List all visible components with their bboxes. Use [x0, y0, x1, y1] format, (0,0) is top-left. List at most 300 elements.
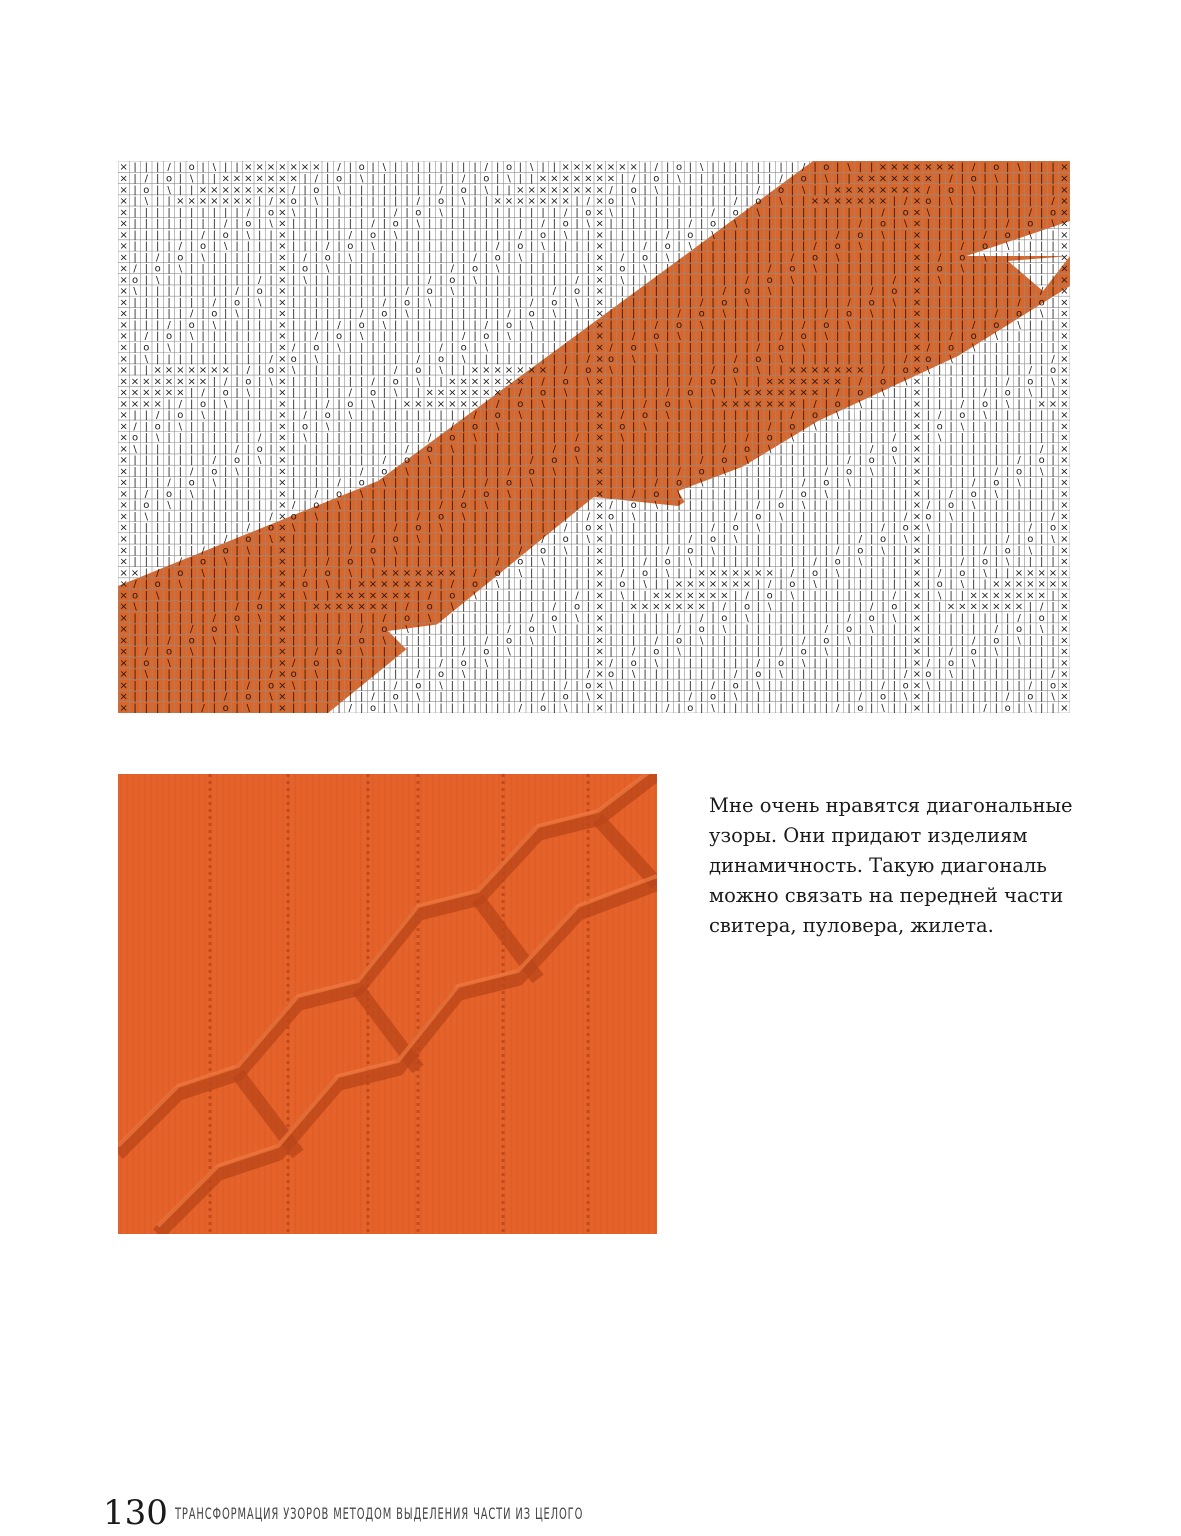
- svg-text:×: ×: [595, 388, 603, 399]
- svg-text:|: |: [133, 545, 136, 556]
- svg-text:/: /: [711, 680, 715, 691]
- svg-text:×: ×: [981, 602, 989, 613]
- svg-text:|: |: [462, 241, 465, 252]
- svg-text:|: |: [972, 365, 975, 376]
- svg-text:|: |: [145, 692, 148, 703]
- svg-text:×: ×: [448, 376, 456, 387]
- svg-text:|: |: [383, 557, 386, 568]
- svg-text:×: ×: [289, 174, 297, 185]
- svg-text:\: \: [666, 410, 670, 421]
- svg-text:o: o: [631, 342, 637, 353]
- svg-text:\: \: [689, 557, 693, 568]
- svg-text:×: ×: [119, 320, 127, 331]
- svg-text:|: |: [836, 342, 839, 353]
- svg-text:|: |: [700, 692, 703, 703]
- svg-text:|: |: [609, 275, 612, 286]
- svg-text:×: ×: [459, 376, 467, 387]
- svg-text:×: ×: [119, 162, 127, 173]
- svg-text:|: |: [553, 534, 556, 545]
- svg-text:|: |: [507, 590, 510, 601]
- svg-text:|: |: [451, 309, 454, 320]
- svg-text:|: |: [394, 433, 397, 444]
- svg-text:o: o: [438, 196, 444, 207]
- svg-text:×: ×: [788, 365, 796, 376]
- svg-text:|: |: [360, 388, 363, 399]
- svg-text:|: |: [371, 455, 374, 466]
- svg-text:|: |: [247, 590, 250, 601]
- svg-text:o: o: [823, 635, 829, 646]
- svg-text:|: |: [145, 466, 148, 477]
- svg-text:|: |: [167, 286, 170, 297]
- svg-text:|: |: [734, 331, 737, 342]
- svg-text:/: /: [439, 500, 443, 511]
- svg-text:|: |: [666, 354, 669, 365]
- svg-text:|: |: [564, 354, 567, 365]
- svg-text:|: |: [292, 534, 295, 545]
- svg-text:/: /: [949, 489, 953, 500]
- svg-text:|: |: [938, 174, 941, 185]
- svg-text:|: |: [847, 219, 850, 230]
- svg-text:|: |: [564, 410, 567, 421]
- svg-text:|: |: [689, 568, 692, 579]
- svg-text:|: |: [1006, 275, 1009, 286]
- svg-text:/: /: [190, 466, 194, 477]
- svg-text:|: |: [961, 365, 964, 376]
- svg-text:|: |: [190, 658, 193, 669]
- svg-text:|: |: [1029, 399, 1032, 410]
- svg-text:|: |: [587, 444, 590, 455]
- svg-text:|: |: [564, 320, 567, 331]
- svg-text:o: o: [993, 162, 999, 173]
- svg-text:|: |: [507, 680, 510, 691]
- svg-text:×: ×: [437, 388, 445, 399]
- svg-text:o: o: [948, 185, 954, 196]
- svg-text:|: |: [621, 613, 624, 624]
- svg-text:/: /: [938, 410, 942, 421]
- svg-text:×: ×: [346, 590, 354, 601]
- svg-text:o: o: [257, 444, 263, 455]
- svg-text:|: |: [621, 703, 624, 713]
- svg-text:|: |: [190, 399, 193, 410]
- svg-text:|: |: [417, 647, 420, 658]
- svg-text:|: |: [677, 658, 680, 669]
- svg-text:|: |: [269, 602, 272, 613]
- svg-text:|: |: [292, 388, 295, 399]
- svg-text:o: o: [132, 275, 138, 286]
- svg-text:|: |: [417, 320, 420, 331]
- svg-text:|: |: [213, 523, 216, 534]
- svg-text:|: |: [507, 275, 510, 286]
- svg-text:|: |: [303, 185, 306, 196]
- svg-text:|: |: [1040, 342, 1043, 353]
- svg-text:|: |: [847, 388, 850, 399]
- svg-text:|: |: [893, 207, 896, 218]
- svg-text:|: |: [689, 309, 692, 320]
- svg-text:|: |: [439, 320, 442, 331]
- svg-text:|: |: [666, 421, 669, 432]
- svg-text:|: |: [927, 478, 930, 489]
- svg-text:|: |: [677, 399, 680, 410]
- svg-text:|: |: [439, 241, 442, 252]
- svg-text:|: |: [825, 602, 828, 613]
- caption-line: свитера, пуловера, жилета.: [709, 911, 1129, 941]
- svg-text:×: ×: [913, 489, 921, 500]
- svg-text:×: ×: [913, 534, 921, 545]
- svg-text:/: /: [247, 365, 251, 376]
- svg-text:/: /: [156, 568, 160, 579]
- svg-text:|: |: [167, 207, 170, 218]
- svg-text:\: \: [326, 264, 330, 275]
- svg-text:×: ×: [595, 207, 603, 218]
- svg-text:o: o: [143, 658, 149, 669]
- svg-text:|: |: [258, 624, 261, 635]
- svg-text:|: |: [405, 410, 408, 421]
- svg-text:o: o: [506, 635, 512, 646]
- svg-text:o: o: [733, 680, 739, 691]
- svg-text:|: |: [995, 613, 998, 624]
- svg-text:|: |: [768, 230, 771, 241]
- svg-text:|: |: [689, 624, 692, 635]
- svg-text:\: \: [757, 207, 761, 218]
- svg-text:|: |: [983, 658, 986, 669]
- svg-text:|: |: [847, 658, 850, 669]
- svg-text:\: \: [360, 331, 364, 342]
- svg-text:×: ×: [278, 444, 286, 455]
- caption-line: можно связать на передней части: [709, 881, 1129, 911]
- svg-text:|: |: [371, 309, 374, 320]
- svg-text:|: |: [655, 252, 658, 263]
- svg-text:\: \: [235, 466, 239, 477]
- svg-text:×: ×: [913, 455, 921, 466]
- svg-text:|: |: [836, 534, 839, 545]
- svg-text:|: |: [530, 174, 533, 185]
- svg-text:|: |: [383, 534, 386, 545]
- svg-text:|: |: [190, 545, 193, 556]
- svg-text:|: |: [451, 354, 454, 365]
- svg-text:|: |: [349, 669, 352, 680]
- svg-text:|: |: [745, 354, 748, 365]
- svg-text:|: |: [394, 658, 397, 669]
- svg-text:|: |: [791, 534, 794, 545]
- svg-text:|: |: [983, 680, 986, 691]
- svg-text:|: |: [292, 275, 295, 286]
- svg-text:|: |: [711, 658, 714, 669]
- svg-text:|: |: [757, 692, 760, 703]
- svg-text:/: /: [269, 196, 273, 207]
- svg-text:|: |: [473, 455, 476, 466]
- svg-text:×: ×: [1060, 534, 1068, 545]
- svg-text:o: o: [857, 703, 863, 713]
- svg-text:|: |: [632, 579, 635, 590]
- svg-text:|: |: [201, 624, 204, 635]
- svg-text:×: ×: [584, 162, 592, 173]
- svg-text:\: \: [519, 410, 523, 421]
- svg-text:|: |: [745, 635, 748, 646]
- svg-text:|: |: [938, 680, 941, 691]
- page-number: 130: [103, 1490, 168, 1536]
- svg-text:/: /: [791, 568, 795, 579]
- svg-text:|: |: [666, 196, 669, 207]
- svg-text:×: ×: [471, 399, 479, 410]
- svg-text:\: \: [553, 624, 557, 635]
- svg-text:|: |: [700, 410, 703, 421]
- svg-text:|: |: [247, 568, 250, 579]
- svg-text:×: ×: [278, 376, 286, 387]
- svg-text:o: o: [880, 534, 886, 545]
- svg-text:|: |: [247, 286, 250, 297]
- svg-text:×: ×: [1060, 478, 1068, 489]
- svg-text:×: ×: [255, 162, 263, 173]
- svg-text:|: |: [485, 680, 488, 691]
- svg-text:|: |: [269, 286, 272, 297]
- svg-text:\: \: [757, 365, 761, 376]
- svg-text:|: |: [983, 478, 986, 489]
- svg-text:×: ×: [505, 376, 513, 387]
- svg-text:|: |: [190, 410, 193, 421]
- svg-text:|: |: [643, 658, 646, 669]
- svg-text:|: |: [213, 703, 216, 713]
- svg-text:\: \: [337, 500, 341, 511]
- svg-text:|: |: [859, 410, 862, 421]
- svg-text:|: |: [587, 478, 590, 489]
- svg-text:|: |: [405, 478, 408, 489]
- svg-text:|: |: [666, 174, 669, 185]
- svg-text:×: ×: [119, 647, 127, 658]
- svg-text:|: |: [360, 365, 363, 376]
- svg-text:|: |: [995, 185, 998, 196]
- svg-text:|: |: [859, 252, 862, 263]
- svg-text:|: |: [507, 613, 510, 624]
- svg-text:×: ×: [913, 466, 921, 477]
- svg-text:|: |: [349, 534, 352, 545]
- svg-text:|: |: [145, 365, 148, 376]
- svg-text:×: ×: [697, 579, 705, 590]
- svg-text:|: |: [439, 219, 442, 230]
- svg-text:|: |: [428, 320, 431, 331]
- svg-text:|: |: [768, 354, 771, 365]
- svg-text:|: |: [711, 174, 714, 185]
- svg-text:×: ×: [176, 388, 184, 399]
- svg-text:|: |: [961, 433, 964, 444]
- svg-text:×: ×: [947, 162, 955, 173]
- svg-text:/: /: [462, 174, 466, 185]
- svg-text:|: |: [417, 455, 420, 466]
- svg-text:|: |: [519, 669, 522, 680]
- svg-text:|: |: [303, 658, 306, 669]
- svg-text:|: |: [190, 680, 193, 691]
- svg-text:×: ×: [913, 207, 921, 218]
- svg-text:|: |: [258, 219, 261, 230]
- svg-text:×: ×: [119, 399, 127, 410]
- svg-text:|: |: [723, 388, 726, 399]
- svg-text:|: |: [258, 568, 261, 579]
- svg-text:×: ×: [414, 399, 422, 410]
- svg-text:|: |: [1029, 421, 1032, 432]
- svg-text:|: |: [768, 297, 771, 308]
- svg-text:o: o: [189, 162, 195, 173]
- svg-text:|: |: [439, 376, 442, 387]
- svg-text:o: o: [687, 388, 693, 399]
- svg-text:\: \: [802, 185, 806, 196]
- svg-text:|: |: [655, 399, 658, 410]
- svg-text:|: |: [349, 523, 352, 534]
- svg-text:\: \: [859, 399, 863, 410]
- svg-text:|: |: [632, 320, 635, 331]
- svg-text:o: o: [778, 500, 784, 511]
- svg-text:|: |: [292, 568, 295, 579]
- svg-text:|: |: [870, 635, 873, 646]
- svg-text:|: |: [349, 376, 352, 387]
- svg-text:|: |: [337, 703, 340, 713]
- svg-text:|: |: [949, 207, 952, 218]
- svg-text:o: o: [393, 219, 399, 230]
- svg-text:o: o: [891, 286, 897, 297]
- svg-text:×: ×: [119, 219, 127, 230]
- svg-text:|: |: [349, 692, 352, 703]
- svg-text:|: |: [496, 433, 499, 444]
- svg-text:|: |: [405, 545, 408, 556]
- svg-text:|: |: [904, 331, 907, 342]
- svg-text:×: ×: [595, 557, 603, 568]
- svg-text:o: o: [1016, 466, 1022, 477]
- svg-text:|: |: [417, 388, 420, 399]
- svg-text:|: |: [496, 309, 499, 320]
- svg-text:|: |: [133, 230, 136, 241]
- svg-text:|: |: [723, 354, 726, 365]
- svg-text:|: |: [462, 365, 465, 376]
- svg-text:|: |: [791, 207, 794, 218]
- svg-text:|: |: [621, 376, 624, 387]
- svg-text:|: |: [825, 252, 828, 263]
- svg-text:|: |: [247, 489, 250, 500]
- svg-text:o: o: [166, 489, 172, 500]
- svg-text:|: |: [428, 365, 431, 376]
- svg-text:|: |: [711, 557, 714, 568]
- svg-text:o: o: [1027, 534, 1033, 545]
- svg-text:|: |: [893, 534, 896, 545]
- svg-text:|: |: [791, 478, 794, 489]
- svg-text:|: |: [961, 320, 964, 331]
- svg-text:|: |: [394, 275, 397, 286]
- svg-text:|: |: [133, 174, 136, 185]
- svg-text:|: |: [303, 511, 306, 522]
- svg-text:o: o: [143, 500, 149, 511]
- svg-text:|: |: [213, 511, 216, 522]
- svg-text:|: |: [1029, 669, 1032, 680]
- svg-text:\: \: [575, 455, 579, 466]
- svg-text:|: |: [405, 354, 408, 365]
- svg-text:|: |: [700, 680, 703, 691]
- svg-text:|: |: [847, 545, 850, 556]
- svg-text:×: ×: [595, 489, 603, 500]
- svg-text:×: ×: [913, 500, 921, 511]
- svg-text:/: /: [553, 286, 557, 297]
- svg-text:|: |: [870, 534, 873, 545]
- svg-text:×: ×: [573, 174, 581, 185]
- svg-text:|: |: [213, 230, 216, 241]
- svg-text:|: |: [417, 421, 420, 432]
- svg-text:|: |: [326, 354, 329, 365]
- svg-text:|: |: [813, 275, 816, 286]
- svg-text:×: ×: [1037, 579, 1045, 590]
- svg-text:o: o: [744, 602, 750, 613]
- svg-text:|: |: [485, 286, 488, 297]
- svg-text:×: ×: [663, 590, 671, 601]
- svg-text:|: |: [541, 309, 544, 320]
- svg-text:|: |: [485, 410, 488, 421]
- svg-text:|: |: [745, 207, 748, 218]
- svg-text:|: |: [711, 354, 714, 365]
- svg-text:|: |: [371, 613, 374, 624]
- svg-text:|: |: [881, 500, 884, 511]
- svg-text:|: |: [575, 624, 578, 635]
- svg-text:×: ×: [278, 579, 286, 590]
- svg-text:|: |: [133, 219, 136, 230]
- svg-text:|: |: [213, 579, 216, 590]
- svg-text:/: /: [303, 410, 307, 421]
- svg-text:|: |: [881, 511, 884, 522]
- svg-text:|: |: [949, 590, 952, 601]
- svg-text:/: /: [779, 331, 783, 342]
- svg-text:|: |: [791, 466, 794, 477]
- svg-text:|: |: [836, 466, 839, 477]
- svg-text:o: o: [257, 602, 263, 613]
- svg-text:|: |: [643, 489, 646, 500]
- svg-text:o: o: [993, 478, 999, 489]
- svg-text:|: |: [394, 241, 397, 252]
- svg-text:o: o: [495, 568, 501, 579]
- svg-text:\: \: [575, 613, 579, 624]
- svg-text:|: |: [587, 275, 590, 286]
- svg-text:|: |: [292, 297, 295, 308]
- svg-text:|: |: [473, 162, 476, 173]
- svg-text:o: o: [268, 680, 274, 691]
- svg-text:×: ×: [856, 365, 864, 376]
- svg-text:|: |: [247, 399, 250, 410]
- svg-text:|: |: [394, 421, 397, 432]
- svg-text:|: |: [224, 275, 227, 286]
- svg-text:|: |: [145, 455, 148, 466]
- svg-text:|: |: [802, 511, 805, 522]
- svg-text:|: |: [904, 399, 907, 410]
- svg-text:|: |: [995, 455, 998, 466]
- svg-text:|: |: [870, 365, 873, 376]
- svg-text:|: |: [961, 185, 964, 196]
- svg-text:|: |: [145, 219, 148, 230]
- svg-text:|: |: [292, 590, 295, 601]
- svg-text:|: |: [768, 635, 771, 646]
- svg-text:|: |: [156, 207, 159, 218]
- svg-text:|: |: [507, 410, 510, 421]
- svg-text:|: |: [179, 275, 182, 286]
- svg-text:|: |: [768, 174, 771, 185]
- svg-text:|: |: [859, 207, 862, 218]
- svg-text:o: o: [472, 579, 478, 590]
- svg-text:|: |: [768, 466, 771, 477]
- svg-text:|: |: [847, 207, 850, 218]
- svg-text:/: /: [870, 602, 874, 613]
- svg-text:×: ×: [119, 376, 127, 387]
- svg-text:|: |: [519, 478, 522, 489]
- svg-text:|: |: [201, 500, 204, 511]
- svg-text:|: |: [734, 602, 737, 613]
- svg-text:|: |: [247, 613, 250, 624]
- svg-text:/: /: [349, 388, 353, 399]
- svg-text:×: ×: [278, 624, 286, 635]
- svg-text:|: |: [315, 545, 318, 556]
- svg-text:×: ×: [119, 579, 127, 590]
- svg-text:|: |: [201, 174, 204, 185]
